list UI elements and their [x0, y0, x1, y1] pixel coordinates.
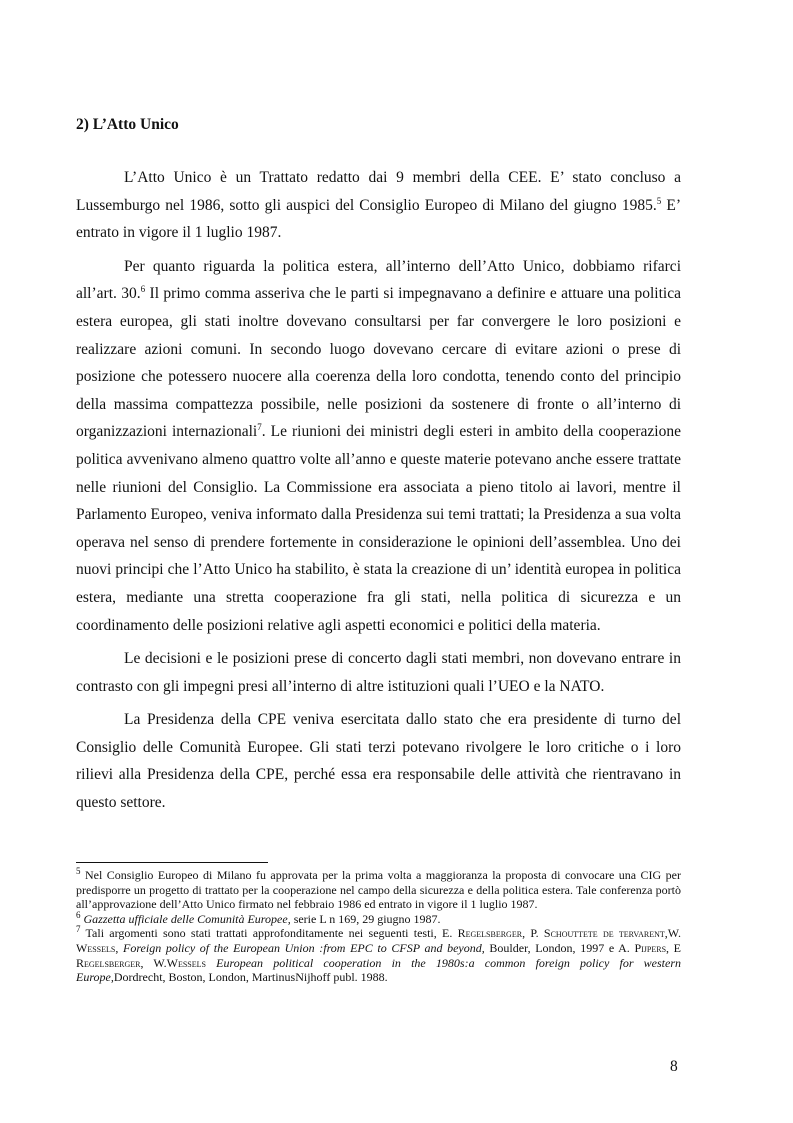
page-number: 8 [670, 1058, 678, 1075]
footnote-separator [76, 862, 268, 863]
section-heading: 2) L’Atto Unico [76, 116, 179, 133]
footnote-5: $^5$ Nel Consiglio Europeo di Milano fu approvata per la prima volta a maggioranza la proposta di convocare una CIG per predisporre un progetto di trattato per la cooperazione nel campo della sicurezza e della politica estera. Tale conferenza portò all’approvazione dell’Atto Unico firmato nel febbraio 1986 ed entrato in vigore il 1 luglio 1987. [76, 866, 681, 912]
footnote-ref-7[interactable]: 7 [257, 422, 262, 433]
paragraph-3: Le decisioni e le posizioni prese di concerto dagli stati membri, non dovevano entrare in contrasto con gli impegni presi all’interno di altre istituzioni quali l’UEO e la NATO. [76, 650, 681, 695]
body-text [76, 164, 681, 823]
footnote-7: $^7$ Tali argomenti sono stati trattati approfonditamente nei seguenti testi, E. Regelsberger, P. Schouttete de tervarent,W. Wessels, Foreign policy of the European Union :from EPC to CFSP and beyond, Boulder, London, 1997 e A. Pijpers, E Regelsberger, W.Wessels European political cooperation in the 1980s:a common foreign policy for western Europe,Dordrecht, Boston, London, MartinusNijhoff publ. 1988. [76, 924, 682, 985]
footnote-6: $^6$ Gazzetta ufficiale delle Comunità Europee, serie L n 169, 29 giugno 1987. [76, 909, 441, 926]
paragraph-1: L’Atto Unico è un Trattato redatto dai 9 membri della CEE. E’ stato concluso a Lussemburgo nel 1986, sotto gli auspici del Consiglio Europeo di Milano del giugno 1985.$^5$ E’ entrato in vigore il 1 luglio 1987. [76, 169, 681, 242]
footnotes [76, 868, 681, 985]
footnote-ref-5[interactable]: 5 [656, 195, 662, 206]
footnote-ref-6[interactable]: 6 [140, 284, 146, 295]
paragraph-2: Per quanto riguarda la politica estera, all’interno dell’Atto Unico, dobbiamo rifarci all’art. 30.$^6$ Il primo comma asseriva che le parti si impegnavano a definire e attuare una politica estera europea, gli stati inoltre dovevano consultarsi per far convergere le loro posizioni e realizzare azioni comuni. In secondo luogo dovevano cercare di evitare azioni o prese di posizione che potessero nuocere alla coerenza della loro condotta, tenendo conto del principio della massima compattezza possibile, nelle posizioni da sostenere di fronte o all’interno di organizzazioni internazionali$^7$. Le riunioni dei ministri degli esteri in ambito della cooperazione politica avvenivano almeno quattro volte all’anno e queste materie potevano anche essere trattate nelle riunioni del Consiglio. La Commissione era associata a pieno titolo ai lavori, mentre il Parlamento Europeo, veniva informato dalla Presidenza sui temi trattati; la Presidenza a sua volta operava nel senso di prendere fortemente in considerazione le opinioni dell’assemblea. Uno dei nuovi principi che l’Atto Unico ha stabilito, è stata la creazione di un’ identità europea in politica estera, mediante una stretta cooperazione fra gli stati, nella politica di sicurezza e un coordinamento delle posizioni relative agli aspetti economici e politici della materia. [76, 257, 681, 634]
paragraph-4: La Presidenza della CPE veniva esercitata dallo stato che era presidente di turno del Consiglio delle Comunità Europee. Gli stati terzi potevano rivolgere le loro critiche o i loro rilievi alla Presidenza della CPE, perché essa era responsabile delle attività che rientravano in questo settore. [76, 711, 681, 812]
